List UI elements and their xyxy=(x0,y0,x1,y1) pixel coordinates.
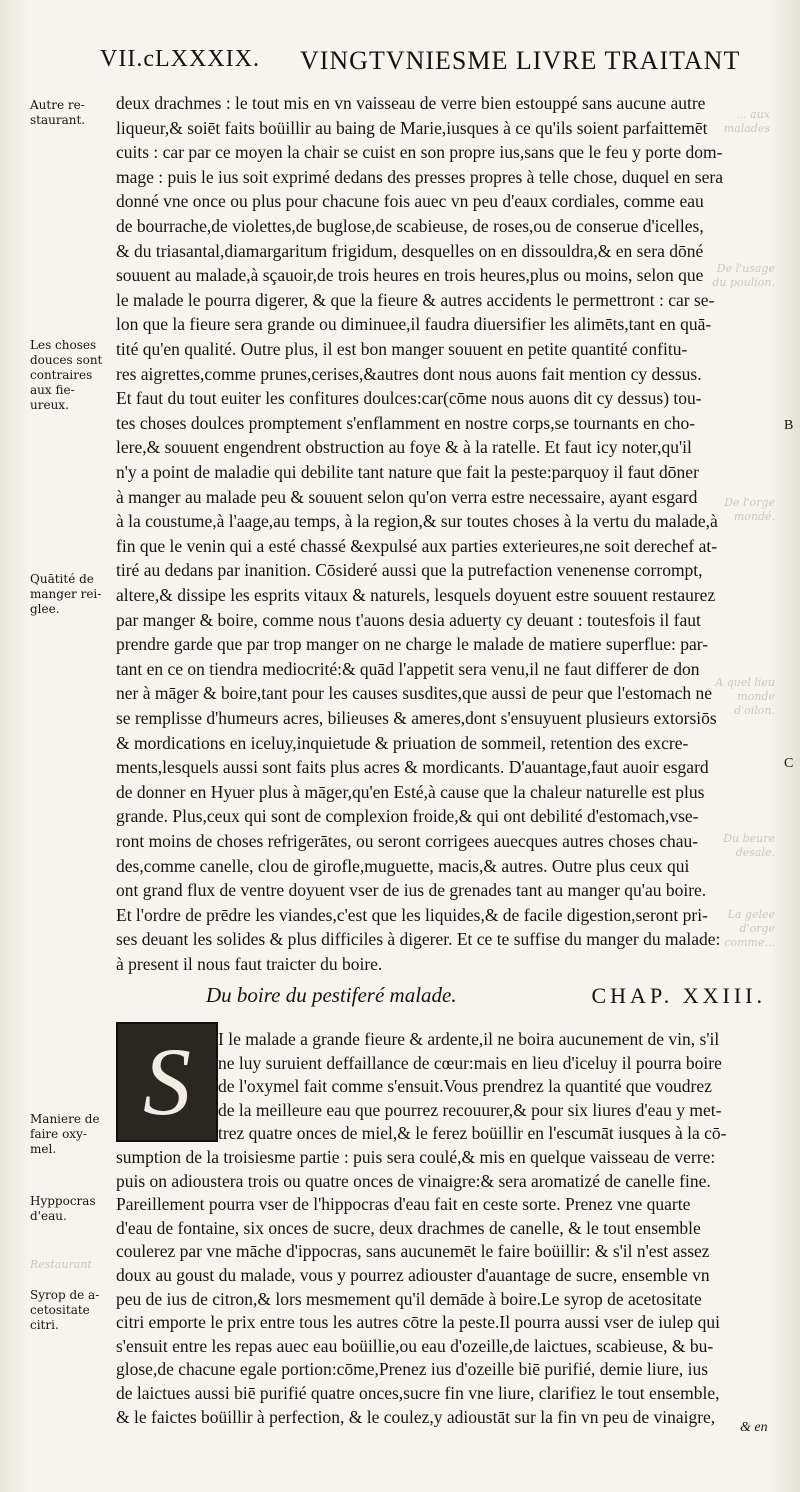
bleed-through-note: Restaurant xyxy=(30,1258,92,1271)
text-line: ont grand flux de ventre doyuent vser de ius de grenades tant au manger qu'au boire. xyxy=(116,880,707,901)
bleed-through-note: De l'orge mondé. xyxy=(724,496,775,523)
text-line: le malade le pourra digerer, & que la fieure & autres accidents le permettront : car se- xyxy=(116,289,715,310)
text-line: I le malade a grande fieure & ardente,il ne boira aucunement de vin, s'il xyxy=(218,1029,720,1049)
text-line: deux drachmes : le tout mis en vn vaisseau de verre bien estouppé sans aucune autre xyxy=(116,93,706,113)
text-line: tité qu'en qualité. Outre plus, il est bon manger souuent en petite quantité confitu- xyxy=(116,339,688,359)
catchword: & en xyxy=(740,1420,768,1435)
text-line: glose,de chacune egale portion:cōme,Prenez ius d'ozeille biē purifié, demie liure, ius xyxy=(116,1359,709,1380)
text-line: se remplisse d'humeurs acres, bilieuses & ameres,dont s'ensuyuent plusieurs extorsiōs xyxy=(116,708,717,728)
text-line: cuits : car par ce moyen la chair se cuist en son propre ius,sans que le feu y porte dom- xyxy=(116,142,723,163)
text-line: ne luy suruient deffaillance de cœur:mais en lieu d'iceluy il pourra boire xyxy=(218,1052,722,1073)
text-line: fin que le venin qui a esté chassé &expulsé aux parties exterieures,ne soit derechef at- xyxy=(116,535,718,556)
bleed-through-note: La gelee d'orge comme... xyxy=(724,908,775,949)
text-line: donné vne once ou plus pour chacune fois auec vn peu d'eaux cordiales, comme eau xyxy=(116,191,704,212)
text-line: & mordications en iceluy,inquietude & priuation de sommeil, retention des excre- xyxy=(116,732,689,753)
bleed-through-note: De l'usage du poulion. xyxy=(712,262,775,289)
text-line: res aigrettes,comme prunes,cerises,&autres dont nous auons fait mention cy dessus. xyxy=(116,363,702,384)
margin-note: Autre re- staurant. xyxy=(30,98,86,127)
text-line: ments,lesquels aussi sont faits plus acres & mordicants. D'auantage,faut auoir esgard xyxy=(116,757,709,778)
text-line: tiré au dedans par inanition. Cōsideré aussi que la putrefaction venenense corrompt, xyxy=(116,560,703,581)
text-line: & du triasantal,diamargaritum frigidum, desquelles on en dissouldra,& en sera dōné xyxy=(116,240,704,261)
text-line: prendre garde que par trop manger on ne charge le malade de matiere superflue: par- xyxy=(116,634,709,655)
margin-note: Maniere de faire oxy- mel. xyxy=(30,1112,100,1156)
running-head xyxy=(100,46,750,82)
text-line: peu de ius de citron,& lors mesmement qu'il demāde à boire.Le syrop de acetositate xyxy=(116,1288,702,1309)
text-line: s'ensuit entre les repas auec eau boüillie,ou eau d'ozeille,de laictues, scabieuse, & bu- xyxy=(116,1335,714,1356)
folio-number: VII.cLXXXIX. xyxy=(100,46,260,72)
text-line: Pareillement pourra vser de l'hippocras d'eau fait en ceste sorte. Prenez vne quarte xyxy=(116,1194,691,1215)
text-line: tes choses doulces promptement s'enflamment en nostre corps,se tournants en cho- xyxy=(116,412,696,433)
text-line: citri emporte le prix entre tous les autres cōtre la peste.Il pourra aussi vser de iulep qui xyxy=(116,1312,721,1333)
text-line: de la meilleure eau que pourrez recouurer,& pour six liures d'eau y met- xyxy=(218,1099,722,1120)
initial-letter: S xyxy=(143,1028,191,1135)
text-line: ner à māger & boire,tant pour les causes susdites,que aussi de peur que l'estomach ne xyxy=(116,683,713,704)
margin-note: Quātité de manger rei- glee. xyxy=(30,572,102,616)
bleed-through-note: ... aux malades xyxy=(723,108,770,135)
text-line: liqueur,& soiēt faits boüillir au baing de Marie,iusques à ce qu'ils soient parfaittemēt xyxy=(116,117,708,138)
text-line: n'y a point de maladie qui debilite tant nature que fait la peste:parquoy il faut dōner xyxy=(116,462,699,482)
text-line: lere,& souuent engendrent obstruction au foye & à la ratelle. Et faut icy noter,qu'il xyxy=(116,437,692,458)
text-line: à present il nous faut traicter du boire. xyxy=(116,954,383,974)
text-line: Et l'ordre de prēdre les viandes,c'est que les liquides,& de facile digestion,seront pri- xyxy=(116,904,708,925)
margin-note: Hyppocras d'eau. xyxy=(30,1194,96,1223)
text-line: trez quatre onces de miel,& le ferez boüillir en l'escumāt iusques à la cō- xyxy=(218,1123,727,1144)
chapter-heading xyxy=(206,983,766,1017)
text-line: Et faut du tout euiter les confitures doulces:car(cōme nous auons dit cy dessus) tou- xyxy=(116,388,702,409)
bleed-through-note: Du beure desale. xyxy=(723,832,775,859)
text-line: souuent au malade,à sçauoir,de trois heures en trois heures,plus ou moins, selon que xyxy=(116,265,704,286)
section-marker-b: B xyxy=(784,418,794,433)
margin-note: Les choses douces sont contraires aux fie- ureux. xyxy=(30,338,103,412)
chapter-number: CHAP. XXIII. xyxy=(591,983,766,1008)
text-line: de laictues aussi biē purifié quatre onces,sucre fin vne liure, clarifiez le tout ensemble, xyxy=(116,1383,720,1403)
text-line: ront moins de choses refrigerātes, ou seront corrigees auecques autres choses chau- xyxy=(116,831,699,851)
text-line: & le faictes boüillir à perfection, & le coulez,y adioustāt sur la fin vn peu de vinaigre, xyxy=(116,1406,716,1427)
text-line: tant en ce on tiendra mediocrité:& quād l'appetit sera venu,il ne faut differer de don xyxy=(116,658,700,679)
text-line: à la coustume,à l'aage,au temps, à la region,& sur toutes choses à la vertu du malade,à xyxy=(116,511,718,532)
text-line: de donner en Hyuer plus à māger,qu'en Esté,à cause que la chaleur naturelle est plus xyxy=(116,781,705,802)
decorated-initial xyxy=(116,1022,218,1142)
margin-note: Syrop de a- cetositate citri. xyxy=(30,1288,100,1332)
text-line: grande. Plus,ceux qui sont de complexion froide,& qui ont debilité d'estomach,vse- xyxy=(116,806,699,827)
bleed-through-note: A quel lieu monde d'oilon. xyxy=(715,676,775,717)
running-title: VINGTVNIESME LIVRE TRAITANT xyxy=(299,46,741,75)
text-line: des,comme canelle, clou de girofle,muguette, macis,& autres. Outre plus ceux qui xyxy=(116,855,690,876)
text-line: coulerez par vne māche d'ippocras, sans aucunemēt le faire boüillir: & s'il n'est assez xyxy=(116,1241,710,1262)
text-line: doux au goust du malade, vous y pourrez adiouster d'auantage de sucre, ensemble vn xyxy=(116,1265,710,1285)
text-line: ses deuant les solides & plus difficiles à digerer. Et ce te suffise du manger du malade: xyxy=(116,929,721,950)
text-line: altere,& dissipe les esprits vitaux & naturels, lesquels doyuent estre souuent restaurez xyxy=(116,585,716,605)
section-marker-c: C xyxy=(784,756,794,771)
text-line: lon que la fieure sera grande ou diminuee,il faudra diuersifier les alimēts,tant en quā- xyxy=(116,314,712,335)
text-line: mage : puis le ius soit exprimé dedans des presses propres à telle chose, duquel en sera xyxy=(116,166,723,187)
text-line: à manger au malade peu & souuent selon qu'on verra estre necessaire, ayant esgard xyxy=(116,486,698,507)
text-line: de bourrache,de violettes,de buglose,de scabieuse, de roses,ou de conserue d'icelles, xyxy=(116,216,704,236)
text-line: d'eau de fontaine, six onces de sucre, deux drachmes de canelle, & le tout ensemble xyxy=(116,1217,701,1238)
text-line: puis on adioustera trois ou quatre onces de vinaigre:& sera aromatizé de canelle fine. xyxy=(116,1170,711,1191)
chapter-title: Du boire du pestiferé malade. xyxy=(206,983,457,1007)
text-line: de l'oxymel fait comme s'ensuit.Vous prendrez la quantité que voudrez xyxy=(218,1076,712,1097)
text-line: sumption de la troisiesme partie : puis sera coulé,& mis en quelque vaisseau de verre: xyxy=(116,1147,716,1167)
text-line: par manger & boire, comme nous t'auons desia aduerty cy deuant : toutesfois il faut xyxy=(116,609,701,630)
